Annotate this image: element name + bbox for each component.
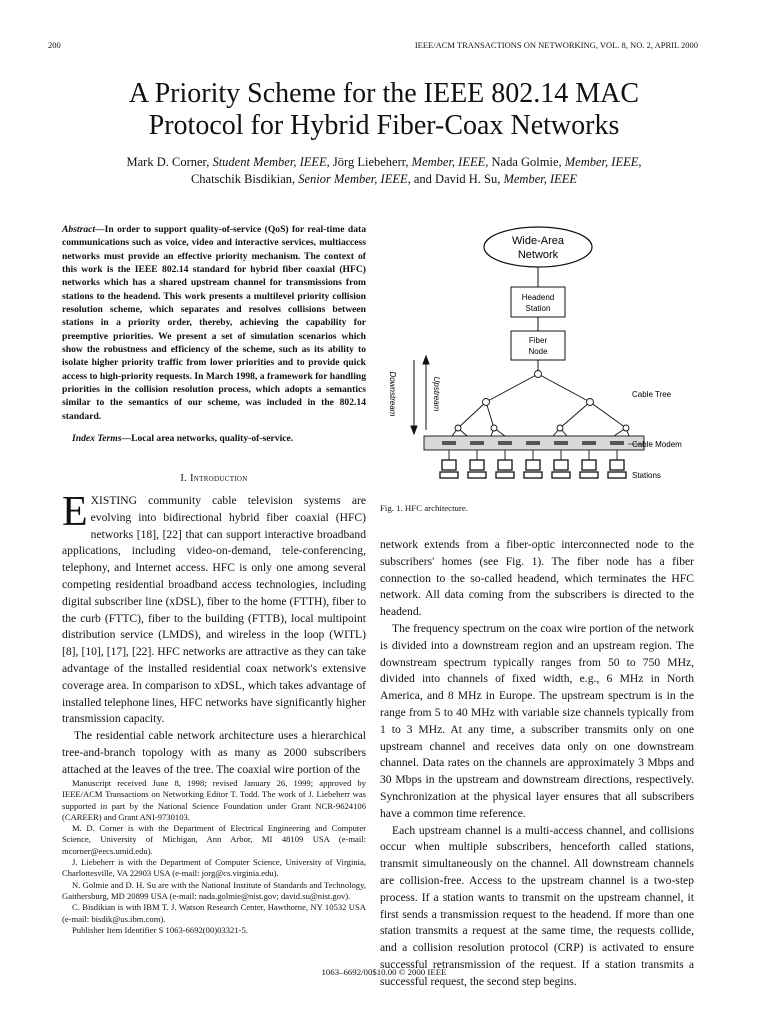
wan-label-2: Network [517,249,559,261]
footnote: N. Golmie and D. H. Su are with the National Institute of Standards and Technology, Gaithersburg, MD 20899 USA (e-mail: nada.golmie@nist.gov; david.su@nist.gov). [62,879,366,901]
fiber-label-1: Fiber [528,336,548,345]
drop-lines [449,450,617,460]
stations-label: Stations [632,471,661,480]
computer-icons [440,460,626,478]
upstream-label: Upstream [432,376,441,412]
direction-arrows [411,356,429,434]
footnote: C. Bisdikian is with IBM T. J. Watson Research Center, Hawthorne, NY 10532 USA (e-mail: bisdik@us.ibm.com). [62,902,366,924]
abstract-label: Abstract— [62,224,105,235]
footnote: Manuscript received June 8, 1998; revised January 26, 1999; approved by IEEE/ACM Transactions on Networking Editor T. Todd. The work of J. Liebeherr was supported in part by the National Science Foundation under Grant NCR-9624106 (CAREER) and Grant ANI-9730103. [62,778,366,822]
footnote: Publisher Item Identifier S 1063-6692(00)03321-5. [72,924,248,935]
cable-tree [446,374,632,444]
author-list: Mark D. Corner, Student Member, IEEE, Jörg Liebeherr, Member, IEEE, Nada Golmie, Member, IEEE, Chatschik Bisdikian, Senior Member, IEEE, and David H. Su, Member, IEEE [126,155,642,186]
footnote: J. Liebeherr is with the Department of Computer Science, University of Virginia, Charlottesville, VA 22903 USA (e-mail: jorg@cs.virginia.edu). [62,857,366,879]
abstract [62,223,366,423]
paragraph: network extends from a fiber-optic interconnected node to the subscribers' homes (see Fig. 1). The fiber node has a fiber connection to the so-called headend, which terminates the HFC network. All data coming from the subscribers is directed to the headend. [380,538,694,619]
index-terms-text: Local area networks, quality-of-service. [131,433,294,444]
left-column-body [62,489,366,779]
right-column-body [380,537,694,991]
author-name: Nada Golmie [491,155,559,169]
fiber-label-2: Node [528,347,548,356]
author-role: Student Member, IEEE [212,155,327,169]
paragraph: The frequency spectrum on the coax wire portion of the network is divided into a downstream region and an upstream region. The downstream spectrum typically ranges from 50 to 750 MHz, divided into channels of fixed width, e.g., 6 MHz in North America, and 8 MHz in Europe. The upstream spectrum is in the range from 5 to 40 MHz with variable size channels typically from 1 to 3 MHz. At any time, a subscriber transmits only on one upstream channel and receives data only on one downstream channel. Data rates on the channels are approximately 3 Mbps and 30 Mbps in the upstream and downstream directions, respectively. Synchronization at the physical layer ensures that all subscribers have a common time reference. [380,621,694,820]
index-terms [62,432,366,445]
paper-title [0,78,768,142]
author-name: David H. Su [435,172,498,186]
paragraph: The residential cable network architecture uses a hierarchical tree-and-branch topology with as many as 2000 subscribers attached at the leaves of the tree. The coaxial wire portion of the [62,729,366,776]
cable-modem-label: Cable Modem [632,440,682,449]
downstream-label: Downstream [388,371,397,417]
title-line-1: A Priority Scheme for the IEEE 802.14 MAC [128,78,640,109]
cable-tree-label: Cable Tree [632,390,672,399]
author-name: Chatschik Bisdikian [190,172,292,186]
paragraph: Each upstream channel is a multi-access channel, and collisions occur when multiple subscribers, henceforth called stations, transmit simultaneously on the channel. All downstream channels are collision-free. Access to the upstream channel is a two-step process. If a station wants to transmit on the upstream channel, it first sends a transmission request to the headend. If more than one station transmits a request at the same time, the requests collide, and a collision resolution protocol (CRP) is activated to ensure successful retransmission of the request. If a station transmits a successful request, the second step begins. [380,823,694,988]
author-role: Member, IEEE [411,155,486,169]
author-role: Senior Member, IEEE [298,172,408,186]
page-number: 200 [48,40,61,50]
author-name: Jörg Liebeherr [332,155,406,169]
cloud-icon [484,227,592,267]
page-footer: 1063–6692/00$10.00 © 2000 IEEE [321,967,447,977]
drop-cap: E [62,489,88,535]
running-header: IEEE/ACM TRANSACTIONS ON NETWORKING, VOL. 8, NO. 2, APRIL 2000 [414,40,698,50]
figure-caption: Fig. 1. HFC architecture. [380,503,468,513]
author-name: Mark D. Corner [126,155,207,169]
author-role: Member, IEEE [503,172,578,186]
abstract-text: In order to support quality-of-service (QoS) for real-time data communications such as voice, video and interactive services, multiaccess networks must provide an effective priority mechanism. The context of this work is the IEEE 802.14 standard for hybrid fiber coaxial (HFC) networks which has a shared upstream channel for transmissions from stations to the headend. This work presents a multilevel priority collision resolution scheme, which separates and resolves collisions between stations in a priority order, thereby, achieving the capability for preemptive priorities. We present a set of simulation scenarios which show the robustness and efficiency of the scheme, such as its ability to isolate higher priority traffic from lower priorities and to provide quick access to high-priority requests. In March 1998, a framework for handling priorities in the collision resolution process, which adopts a semantics similar to the semantics of our scheme, was included in the 802.14 standard. [62,224,366,422]
footnotes [62,778,366,936]
headend-label-1: Headend [521,293,555,302]
title-line-2: Protocol for Hybrid Fiber-Coax Networks [148,110,620,141]
wan-label-1: Wide-Area [512,235,564,247]
paragraph: EXISTING community cable television systems are evolving into bidirectional hybrid fiber coaxial (HFC) networks [18], [22] that can support interactive broadband applications, including video-on-demand, tele-conferencing, telephony, and Internet access. HFC is only one among several competing residential broadband access technologies, including digital subscriber line (xDSL), fiber to the home (FTTH), fiber to the curb (FTTC), fiber to the building (FTTB), local multipoint distribution service (LMDS), and wireless in the loop (WITL) [8], [10], [17], [22]. HFC networks are attractive as they can take advantage of the installed residential coax network's extensive coverage area. In comparison to xDSL, which takes advantage of installed telephone lines, HFC networks have significantly higher transmission capacity. [62,489,366,726]
author-role: Member, IEEE [564,155,639,169]
tree-nodes [455,371,629,432]
headend-label-2: Station [525,304,551,313]
footnote: M. D. Corner is with the Department of Electrical Engineering and Computer Science, University of Michigan, Ann Arbor, MI 48109 USA (e-mail: mcorner@eecs.umid.edu). [62,823,366,856]
index-terms-label: Index Terms— [72,433,132,444]
section-heading: I. Introduction [180,473,248,484]
hfc-architecture-figure [376,214,696,494]
